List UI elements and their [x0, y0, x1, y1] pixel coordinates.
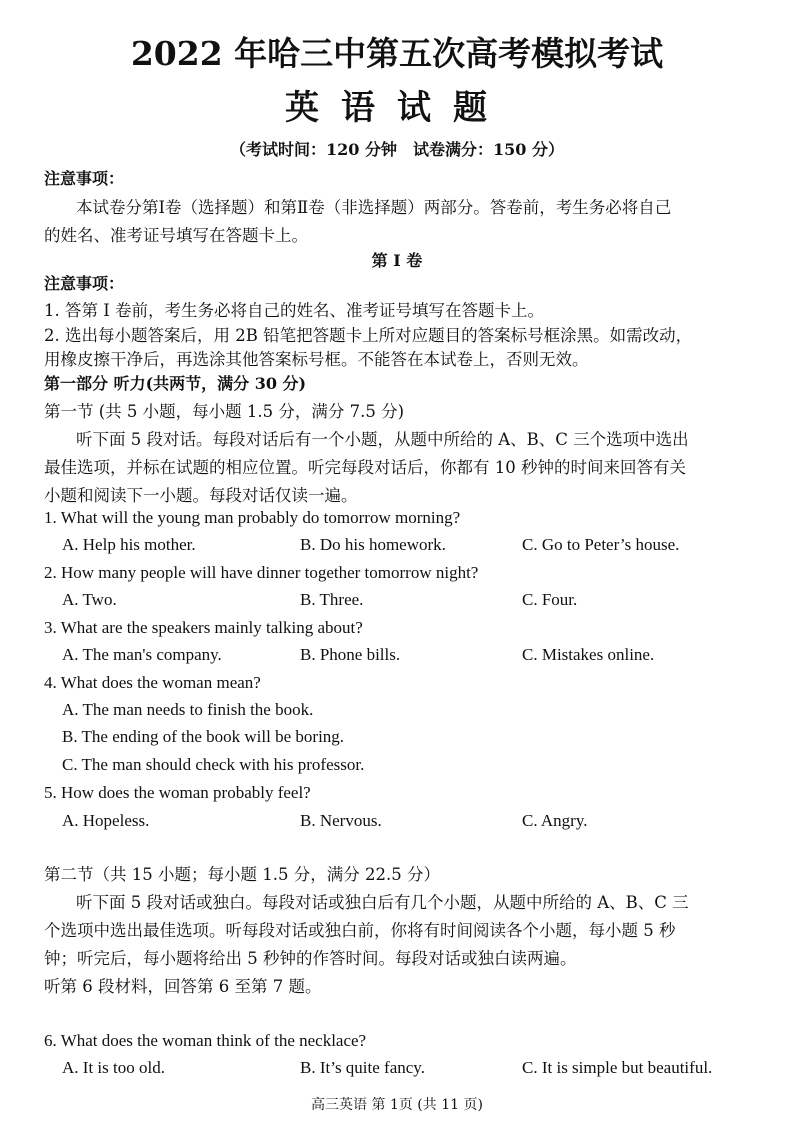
- instruction-line: 钟；听完后，每小题将给出 5 秒钟的作答时间。每段对话或独白读两遍。: [44, 949, 577, 968]
- notice-line: 的姓名、准考证号填写在答题卡上。: [44, 226, 308, 245]
- option-c: C. Go to Peter’s house.: [522, 535, 680, 554]
- option-a: A. Help his mother.: [62, 535, 196, 554]
- option-a: A. The man's company.: [62, 645, 222, 664]
- instruction-line: 个选项中选出最佳选项。听每段对话或独白前，你将有时间阅读各个小题，每小题 5 秒: [44, 921, 676, 940]
- section-title: 第一节 (共 5 小题，每小题 1.5 分，满分 7.5 分): [44, 402, 405, 421]
- option-b: B. Three.: [300, 590, 364, 609]
- question-text: 4. What does the woman mean?: [44, 673, 261, 692]
- option-b: B. Do his homework.: [300, 535, 446, 554]
- subject-title: 英语试题: [285, 88, 509, 128]
- section-title: 第二节（共 15 小题；每小题 1.5 分，满分 22.5 分）: [44, 865, 440, 884]
- notice-line: 1. 答第 I 卷前，考生务必将自己的姓名、准考证号填写在答题卡上。: [44, 301, 544, 320]
- option-b: B. It’s quite fancy.: [300, 1058, 425, 1077]
- option-c: C. Four.: [522, 590, 578, 609]
- instruction-line: 小题和阅读下一小题。每段对话仅读一遍。: [44, 486, 358, 505]
- volume-label: 第 I 卷: [371, 251, 423, 270]
- exam-title: 2022 年哈三中第五次高考模拟考试: [130, 34, 664, 73]
- option-b: B. The ending of the book will be boring.: [62, 727, 345, 746]
- option-a: A. It is too old.: [62, 1058, 165, 1077]
- option-a: A. Hopeless.: [62, 811, 150, 830]
- notice-line: 用橡皮擦干净后，再选涂其他答案标号框。不能答在本试卷上，否则无效。: [44, 350, 589, 369]
- question-text: 6. What does the woman think of the necklace?: [44, 1031, 367, 1050]
- option-c: C. The man should check with his professor.: [62, 755, 365, 774]
- instruction-line: 听下面 5 段对话或独白。每段对话或独白后有几个小题，从题中所给的 A、B、C 三: [76, 893, 689, 912]
- instruction-line: 最佳选项，并标在试题的相应位置。听完每段对话后，你都有 10 秒钟的时间来回答有关: [44, 458, 686, 477]
- notice-heading: 注意事项：: [44, 169, 125, 188]
- notice-line: 2. 选出每小题答案后，用 2B 铅笔把答题卡上所对应题目的答案标号框涂黑。如需改动，: [44, 326, 693, 345]
- material-line: 听第 6 段材料，回答第 6 至第 7 题。: [44, 977, 322, 996]
- page-footer: 高三英语 第 1页 (共 11 页): [311, 1097, 483, 1113]
- notice-line: 本试卷分第Ⅰ卷（选择题）和第Ⅱ卷（非选择题）两部分。答卷前，考生务必将自己: [76, 198, 672, 217]
- question-text: 2. How many people will have dinner together tomorrow night?: [44, 563, 479, 582]
- option-c: C. Mistakes online.: [522, 645, 655, 664]
- option-c: C. Angry.: [522, 811, 588, 830]
- option-b: B. Phone bills.: [300, 645, 401, 664]
- question-text: 1. What will the young man probably do tomorrow morning?: [44, 508, 461, 527]
- option-a: A. The man needs to finish the book.: [62, 700, 314, 719]
- exam-info: （考试时间：120 分钟 试卷满分：150 分）: [230, 140, 564, 159]
- question-text: 3. What are the speakers mainly talking about?: [44, 618, 363, 637]
- instruction-line: 听下面 5 段对话。每段对话后有一个小题，从题中所给的 A、B、C 三个选项中选出: [76, 430, 689, 449]
- part-title: 第一部分 听力(共两节，满分 30 分): [44, 374, 307, 393]
- option-c: C. It is simple but beautiful.: [522, 1058, 713, 1077]
- option-b: B. Nervous.: [300, 811, 382, 830]
- notice-heading: 注意事项：: [44, 274, 125, 293]
- option-a: A. Two.: [62, 590, 117, 609]
- question-text: 5. How does the woman probably feel?: [44, 783, 311, 802]
